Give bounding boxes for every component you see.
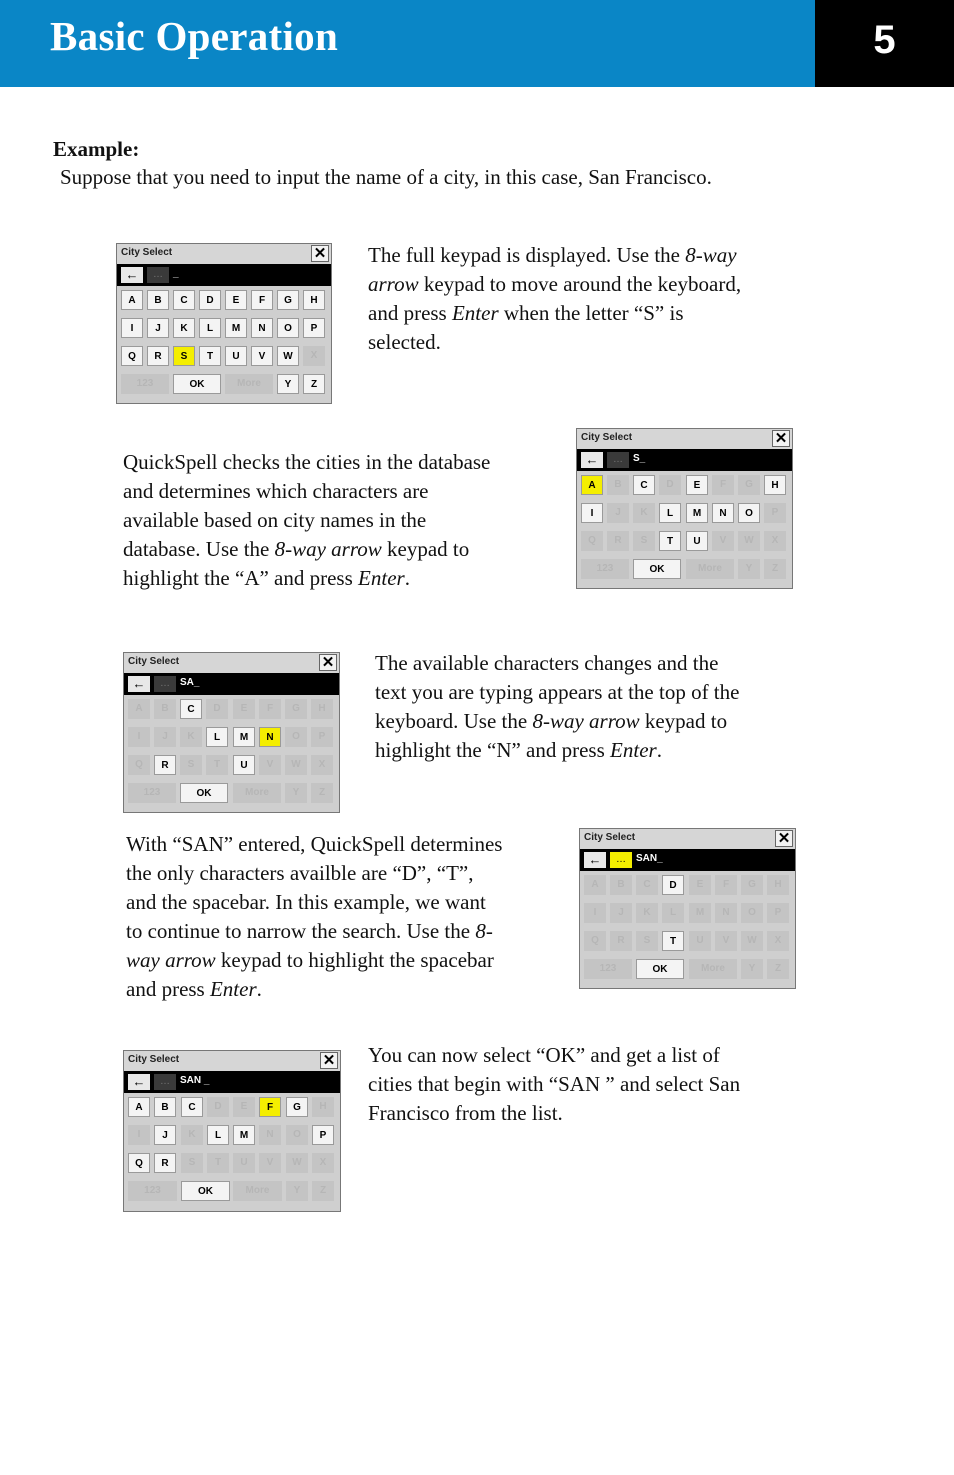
key-l[interactable]: L — [199, 318, 221, 338]
keypad-screen — [576, 428, 793, 589]
italic-run: 8-way arrow — [532, 709, 640, 733]
key-d[interactable]: D — [206, 699, 228, 719]
close-icon[interactable]: ✕ — [311, 245, 329, 262]
key-a[interactable]: A — [128, 699, 150, 719]
screen-title-bar — [577, 429, 792, 449]
text-run: keypad to move around the keyboard, — [418, 272, 742, 296]
key-123[interactable]: 123 — [581, 559, 629, 579]
key-f[interactable]: F — [259, 699, 281, 719]
key-r[interactable]: R — [147, 346, 169, 366]
close-icon[interactable]: ✕ — [775, 830, 793, 847]
key-k[interactable]: K — [180, 727, 202, 747]
italic-run: Enter — [209, 977, 257, 1001]
key-t[interactable]: T — [662, 931, 684, 951]
text-run: keypad to — [381, 537, 470, 561]
text-line — [123, 506, 490, 535]
key-j[interactable]: J — [147, 318, 169, 338]
key-ok[interactable]: OK — [181, 1181, 230, 1201]
spacebar-key[interactable]: … — [607, 452, 629, 468]
key-x[interactable]: X — [303, 346, 325, 366]
italic-run: Enter — [451, 301, 499, 325]
text-line — [126, 859, 502, 888]
typed-text: SAN_ — [636, 853, 663, 864]
key-x[interactable]: X — [764, 531, 786, 551]
example-text: Suppose that you need to input the name of a city, in this case, San Francisco. — [60, 165, 712, 189]
text-line — [126, 975, 502, 1004]
key-u[interactable]: U — [689, 931, 711, 951]
key-q[interactable]: Q — [584, 931, 606, 951]
key-w[interactable]: W — [738, 531, 760, 551]
chapter-badge — [815, 0, 954, 87]
text-run: highlight the “N” and press — [375, 738, 611, 762]
header-bar — [0, 0, 815, 87]
text-line — [368, 1070, 740, 1099]
key-t[interactable]: T — [206, 755, 228, 775]
text-line — [368, 299, 741, 328]
key-m[interactable]: M — [686, 503, 708, 523]
key-f[interactable]: F — [251, 290, 273, 310]
key-b[interactable]: B — [154, 1097, 176, 1117]
key-d[interactable]: D — [207, 1097, 229, 1117]
key-p[interactable]: P — [312, 1125, 334, 1145]
screen-title-bar — [124, 1051, 340, 1071]
spacebar-key[interactable]: … — [154, 676, 176, 692]
key-s[interactable]: S — [180, 755, 202, 775]
key-a[interactable]: A — [581, 475, 603, 495]
key-n[interactable]: N — [715, 903, 737, 923]
key-more[interactable]: More — [233, 1181, 282, 1201]
key-s[interactable]: S — [173, 346, 195, 366]
key-123[interactable]: 123 — [128, 1181, 177, 1201]
text-line — [126, 830, 502, 859]
text-run: keypad to — [639, 709, 728, 733]
key-c[interactable]: C — [180, 699, 202, 719]
key-a[interactable]: A — [584, 875, 606, 895]
chapter-number: 5 — [873, 18, 896, 62]
key-p[interactable]: P — [764, 503, 786, 523]
key-t[interactable]: T — [207, 1153, 229, 1173]
text-run: the only characters availble are “D”, “T”, — [126, 861, 474, 885]
text-line — [375, 678, 739, 707]
key-r[interactable]: R — [610, 931, 632, 951]
text-run: highlight the “A” and press — [123, 566, 359, 590]
screen-input-bar — [124, 673, 339, 695]
key-b[interactable]: B — [610, 875, 632, 895]
key-more[interactable]: More — [686, 559, 734, 579]
key-s[interactable]: S — [181, 1153, 203, 1173]
key-k[interactable]: K — [173, 318, 195, 338]
key-p[interactable]: P — [767, 903, 789, 923]
text-line — [123, 448, 490, 477]
key-y[interactable]: Y — [738, 559, 760, 579]
key-b[interactable]: B — [154, 699, 176, 719]
key-ok[interactable]: OK — [636, 959, 684, 979]
key-h[interactable]: H — [311, 699, 333, 719]
key-u[interactable]: U — [225, 346, 247, 366]
key-c[interactable]: C — [633, 475, 655, 495]
key-i[interactable]: I — [128, 727, 150, 747]
screen-title-bar — [117, 244, 331, 264]
key-g[interactable]: G — [277, 290, 299, 310]
key-k[interactable]: K — [181, 1125, 203, 1145]
key-o[interactable]: O — [741, 903, 763, 923]
key-o[interactable]: O — [286, 1125, 308, 1145]
text-run: when the letter “S” is — [498, 301, 684, 325]
text-run: With “SAN” entered, QuickSpell determines — [126, 832, 503, 856]
typed-text: _ — [173, 268, 179, 279]
key-w[interactable]: W — [285, 755, 307, 775]
close-icon[interactable]: ✕ — [772, 430, 790, 447]
italic-run: 8-way — [685, 243, 737, 267]
italic-run: arrow — [368, 272, 419, 296]
key-l[interactable]: L — [659, 503, 681, 523]
step-text — [123, 448, 490, 593]
italic-run: 8- — [475, 919, 493, 943]
key-c[interactable]: C — [173, 290, 195, 310]
keypad-screen — [123, 1050, 341, 1212]
key-f[interactable]: F — [712, 475, 734, 495]
key-j[interactable]: J — [607, 503, 629, 523]
key-e[interactable]: E — [225, 290, 247, 310]
key-v[interactable]: V — [259, 1153, 281, 1173]
text-line — [375, 736, 739, 765]
key-v[interactable]: V — [259, 755, 281, 775]
key-more[interactable]: More — [225, 374, 273, 394]
text-run: Francisco from the list. — [368, 1101, 563, 1125]
key-123[interactable]: 123 — [584, 959, 632, 979]
key-ok[interactable]: OK — [173, 374, 221, 394]
text-run: available based on city names in the — [123, 508, 427, 532]
key-y[interactable]: Y — [741, 959, 763, 979]
key-l[interactable]: L — [207, 1125, 229, 1145]
spacebar-key[interactable]: … — [610, 852, 632, 868]
close-icon[interactable]: ✕ — [320, 1052, 338, 1069]
key-o[interactable]: O — [738, 503, 760, 523]
text-run: The full keypad is displayed. Use the — [368, 243, 686, 267]
key-d[interactable]: D — [662, 875, 684, 895]
key-ok[interactable]: OK — [180, 783, 228, 803]
text-run: selected. — [368, 330, 441, 354]
key-y[interactable]: Y — [286, 1181, 308, 1201]
key-o[interactable]: O — [285, 727, 307, 747]
key-t[interactable]: T — [659, 531, 681, 551]
text-line — [123, 535, 490, 564]
text-run: to continue to narrow the search. Use the — [126, 919, 476, 943]
key-g[interactable]: G — [285, 699, 307, 719]
key-i[interactable]: I — [121, 318, 143, 338]
text-line — [126, 917, 502, 946]
key-i[interactable]: I — [584, 903, 606, 923]
text-line — [375, 649, 739, 678]
key-l[interactable]: L — [206, 727, 228, 747]
text-line — [368, 1099, 740, 1128]
text-run: text you are typing appears at the top of the — [375, 680, 740, 704]
key-w[interactable]: W — [277, 346, 299, 366]
text-run: cities that begin with “SAN ” and select San — [368, 1072, 741, 1096]
key-v[interactable]: V — [251, 346, 273, 366]
key-p[interactable]: P — [303, 318, 325, 338]
screen-input-bar — [124, 1071, 340, 1093]
keypad-screen — [116, 243, 332, 404]
key-q[interactable]: Q — [128, 755, 150, 775]
key-w[interactable]: W — [741, 931, 763, 951]
text-run: The available characters changes and the — [375, 651, 719, 675]
key-m[interactable]: M — [225, 318, 247, 338]
text-line — [368, 241, 741, 270]
italic-run: 8-way arrow — [274, 537, 382, 561]
screen-input-bar — [117, 264, 331, 286]
key-x[interactable]: X — [311, 755, 333, 775]
key-r[interactable]: R — [154, 755, 176, 775]
key-u[interactable]: U — [233, 755, 255, 775]
key-h[interactable]: H — [767, 875, 789, 895]
key-more[interactable]: More — [689, 959, 737, 979]
key-w[interactable]: W — [286, 1153, 308, 1173]
page-title: Basic Operation — [50, 13, 339, 59]
step-text — [368, 1041, 740, 1128]
key-z[interactable]: Z — [312, 1181, 334, 1201]
key-x[interactable]: X — [312, 1153, 334, 1173]
spacebar-key[interactable]: … — [154, 1074, 176, 1090]
key-m[interactable]: M — [233, 1125, 255, 1145]
key-p[interactable]: P — [311, 727, 333, 747]
text-line — [375, 707, 739, 736]
key-z[interactable]: Z — [303, 374, 325, 394]
key-ok[interactable]: OK — [633, 559, 681, 579]
key-c[interactable]: C — [181, 1097, 203, 1117]
key-x[interactable]: X — [767, 931, 789, 951]
key-n[interactable]: N — [259, 1125, 281, 1145]
key-123[interactable]: 123 — [121, 374, 169, 394]
text-run: and press — [368, 301, 452, 325]
text-line — [368, 1041, 740, 1070]
key-r[interactable]: R — [607, 531, 629, 551]
key-u[interactable]: U — [686, 531, 708, 551]
text-run: database. Use the — [123, 537, 275, 561]
key-f[interactable]: F — [259, 1097, 281, 1117]
key-z[interactable]: Z — [767, 959, 789, 979]
text-run: . — [404, 566, 410, 590]
step-text — [126, 830, 502, 1004]
text-line — [123, 564, 490, 593]
backspace-arrow-icon[interactable]: ← — [128, 676, 150, 692]
step-text — [368, 241, 741, 357]
text-run: QuickSpell checks the cities in the database — [123, 450, 491, 474]
screen-input-bar — [577, 449, 792, 471]
key-e[interactable]: E — [686, 475, 708, 495]
text-run: and the spacebar. In this example, we want — [126, 890, 486, 914]
key-g[interactable]: G — [286, 1097, 308, 1117]
key-r[interactable]: R — [154, 1153, 176, 1173]
key-h[interactable]: H — [303, 290, 325, 310]
key-s[interactable]: S — [636, 931, 658, 951]
text-run: and press — [126, 977, 210, 1001]
key-n[interactable]: N — [251, 318, 273, 338]
key-h[interactable]: H — [312, 1097, 334, 1117]
screen-title: City Select — [584, 832, 636, 843]
key-m[interactable]: M — [233, 727, 255, 747]
key-c[interactable]: C — [636, 875, 658, 895]
key-v[interactable]: V — [712, 531, 734, 551]
key-a[interactable]: A — [121, 290, 143, 310]
text-line — [123, 477, 490, 506]
italic-run: way arrow — [126, 948, 216, 972]
close-icon[interactable]: ✕ — [319, 654, 337, 671]
key-k[interactable]: K — [636, 903, 658, 923]
screen-title: City Select — [128, 1054, 180, 1065]
step-text — [375, 649, 739, 765]
keypad-screen — [579, 828, 796, 989]
key-j[interactable]: J — [610, 903, 632, 923]
screen-input-bar — [580, 849, 795, 871]
key-l[interactable]: L — [662, 903, 684, 923]
key-e[interactable]: E — [233, 1097, 255, 1117]
typed-text: S_ — [633, 453, 646, 464]
key-u[interactable]: U — [233, 1153, 255, 1173]
text-line — [368, 328, 741, 357]
key-g[interactable]: G — [741, 875, 763, 895]
screen-title: City Select — [121, 247, 173, 258]
key-t[interactable]: T — [199, 346, 221, 366]
text-run: . — [256, 977, 262, 1001]
key-more[interactable]: More — [233, 783, 281, 803]
example-label: Example: — [53, 137, 140, 161]
spacebar-key[interactable]: … — [147, 267, 169, 283]
key-q[interactable]: Q — [581, 531, 603, 551]
text-line — [368, 270, 741, 299]
screen-title-bar — [124, 653, 339, 673]
key-y[interactable]: Y — [285, 783, 307, 803]
backspace-arrow-icon[interactable]: ← — [121, 267, 143, 283]
backspace-arrow-icon[interactable]: ← — [581, 452, 603, 468]
typed-text: SAN _ — [180, 1075, 210, 1086]
key-z[interactable]: Z — [764, 559, 786, 579]
key-a[interactable]: A — [128, 1097, 150, 1117]
key-j[interactable]: J — [154, 1125, 176, 1145]
key-b[interactable]: B — [607, 475, 629, 495]
key-123[interactable]: 123 — [128, 783, 176, 803]
key-e[interactable]: E — [233, 699, 255, 719]
backspace-arrow-icon[interactable]: ← — [128, 1074, 150, 1090]
key-d[interactable]: D — [199, 290, 221, 310]
key-z[interactable]: Z — [311, 783, 333, 803]
key-d[interactable]: D — [659, 475, 681, 495]
text-run: keyboard. Use the — [375, 709, 533, 733]
key-o[interactable]: O — [277, 318, 299, 338]
italic-run: Enter — [610, 738, 657, 762]
key-i[interactable]: I — [581, 503, 603, 523]
key-q[interactable]: Q — [121, 346, 143, 366]
text-run: keypad to highlight the spacebar — [215, 948, 494, 972]
key-s[interactable]: S — [633, 531, 655, 551]
text-line — [126, 888, 502, 917]
text-line — [126, 946, 502, 975]
key-q[interactable]: Q — [128, 1153, 150, 1173]
screen-title: City Select — [128, 656, 180, 667]
key-b[interactable]: B — [147, 290, 169, 310]
key-m[interactable]: M — [689, 903, 711, 923]
key-i[interactable]: I — [128, 1125, 150, 1145]
text-run: . — [656, 738, 662, 762]
typed-text: SA_ — [180, 677, 200, 688]
key-g[interactable]: G — [738, 475, 760, 495]
key-n[interactable]: N — [259, 727, 281, 747]
screen-title-bar — [580, 829, 795, 849]
screen-title: City Select — [581, 432, 633, 443]
key-j[interactable]: J — [154, 727, 176, 747]
key-k[interactable]: K — [633, 503, 655, 523]
key-f[interactable]: F — [715, 875, 737, 895]
key-e[interactable]: E — [689, 875, 711, 895]
italic-run: Enter — [358, 566, 405, 590]
key-n[interactable]: N — [712, 503, 734, 523]
key-v[interactable]: V — [715, 931, 737, 951]
backspace-arrow-icon[interactable]: ← — [584, 852, 606, 868]
text-run: and determines which characters are — [123, 479, 429, 503]
text-run: You can now select “OK” and get a list of — [368, 1043, 720, 1067]
key-y[interactable]: Y — [277, 374, 299, 394]
key-h[interactable]: H — [764, 475, 786, 495]
keypad-screen — [123, 652, 340, 813]
